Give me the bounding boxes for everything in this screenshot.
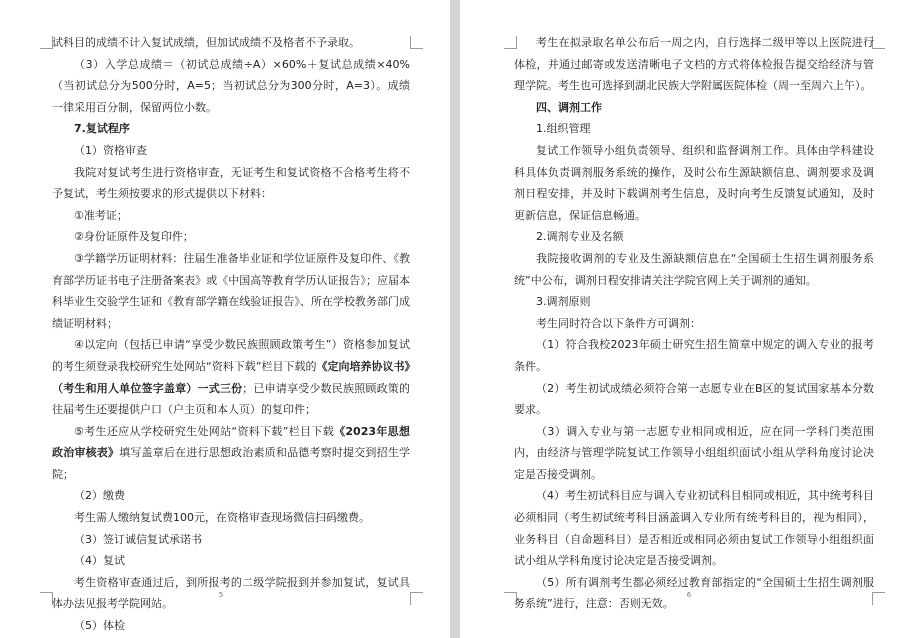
subheading: （4）复试 [74, 554, 125, 568]
section-heading: 四、调剂工作 [536, 100, 602, 114]
section-heading: 7.复试程序 [74, 122, 130, 136]
text-run: ⑤考生还应从学校研究生处网站“资料下载”栏目下载 [74, 424, 335, 438]
paragraph: 考生资格审查通过后，到所报考的二级学院报到并参加复试，复试具体办法见报考学院网站。 [52, 575, 410, 611]
bold-text-run: 《定向培养协议书》（考生和用人单位签字盖章）一式三份 [52, 359, 410, 395]
crop-mark [410, 592, 423, 605]
paragraph: 考生同时符合以下条件方可调剂： [536, 316, 701, 330]
paragraph: （3）入学总成绩＝（初试总成绩÷A）×60%＋复试总成绩×40%（当初试总分为500分时，A=5；当初试总分为300分时，A=3）。成绩一律采用百分制，保留两位小数。 [52, 57, 410, 114]
text-run: ；已申请享受少数民族照顾政策的往届考生还要提供户口（户主页和本人页）的复印件； [52, 381, 411, 417]
list-item: （4）考生初试科目应与调入专业初试科目相同或相近，其中统考科目必须相同（考生初试统考科目涵盖调入专业所有统考科目的，视为相同），业务科目（自命题科目）是否相近或相同必须由复试工作领导小组组织面试小组从学科角度讨论决定是否接受调剂。 [514, 489, 874, 568]
list-item: （1）符合我校2023年硕士研究生招生简章中规定的调入专业的报考条件。 [514, 338, 874, 373]
list-item [52, 334, 410, 420]
page-number: 5 [218, 591, 224, 599]
page-gap [450, 0, 460, 638]
subheading: （5）体检 [74, 619, 125, 633]
subheading: （1）资格审查 [74, 143, 147, 157]
page-body [514, 32, 874, 615]
page-number: 6 [686, 591, 692, 599]
bold-text-run: 《2023年思想政治审核表》 [52, 424, 410, 460]
subheading: 3.调剂原则 [536, 295, 591, 309]
subheading: （3）签订诚信复试承诺书 [74, 532, 202, 546]
list-item: ①准考证； [74, 208, 128, 222]
paragraph: 考生需人缴纳复试费100元，在资格审查现场微信扫码缴费。 [74, 511, 370, 525]
list-item: （2）考生初试成绩必须符合第一志愿专业在B区的复试国家基本分数要求。 [514, 381, 874, 417]
paragraph: 我院接收调剂的专业及生源缺额信息在“全国硕士生招生调剂服务系统”中公布，调剂日程安排请关注学院官网上关于调剂的通知。 [514, 251, 874, 287]
subheading: 2.调剂专业及名额 [536, 230, 624, 244]
list-item [52, 421, 410, 486]
crop-mark [410, 36, 423, 49]
page-body [52, 32, 410, 637]
list-item: ③学籍学历证明材料：往届生准备毕业证和学位证原件及复印件、《教育部学历证书电子注册备案表》或《中国高等教育学历认证报告》；应届本科毕业生交验学生证和《教育部学籍在线验证报告》、所在学校教务部门成绩证明材料； [52, 251, 410, 330]
subheading: 1.组织管理 [536, 122, 591, 136]
paragraph: 试科目的成绩不计入复试成绩，但加试成绩不及格者不予录取。 [52, 36, 360, 49]
paragraph: 我院对复试考生进行资格审查，无证考生和复试资格不合格考生将不予复试，考生须按要求的形式提供以下材料： [52, 165, 410, 201]
list-item: （3）调入专业与第一志愿专业相同或相近，应在同一学科门类范围内，由经济与管理学院复试工作领导小组组织面试小组从学科角度讨论决定是否接受调剂。 [514, 424, 874, 481]
list-item: ②身份证原件及复印件； [74, 230, 194, 244]
document-page-left [0, 0, 450, 638]
document-page-right [460, 0, 918, 638]
list-item: （5）所有调剂考生都必须经过教育部指定的“全国硕士生招生调剂服务系统”进行，注意：否则无效。 [514, 575, 874, 611]
paragraph: 复试工作领导小组负责领导、组织和监督调剂工作。具体由学科建设科具体负责调剂服务系统的操作，及时公布生源缺额信息、调剂要求及调剂日程安排，并及时下载调剂考生信息，及时向考生反馈复试通知，及时更新信息，保证信息畅通。 [514, 143, 874, 222]
text-run: ④以定向（包括已申请“享受少数民族照顾政策考生”）资格参加复试的考生须登录我校研究生处网站“资料下载”栏目下载的 [52, 338, 410, 373]
subheading: （2）缴费 [74, 489, 125, 503]
paragraph: 考生在拟录取名单公布后一周之内，自行选择二级甲等以上医院进行体检，并通过邮寄或发送清晰电子文档的方式将体检报告提交给经济与管理学院。考生也可选择到湖北民族大学附属医院体检（周一至周六上午）。 [514, 36, 874, 93]
text-run: 填写盖章后在进行思想政治素质和品德考察时提交到招生学院； [52, 446, 411, 481]
